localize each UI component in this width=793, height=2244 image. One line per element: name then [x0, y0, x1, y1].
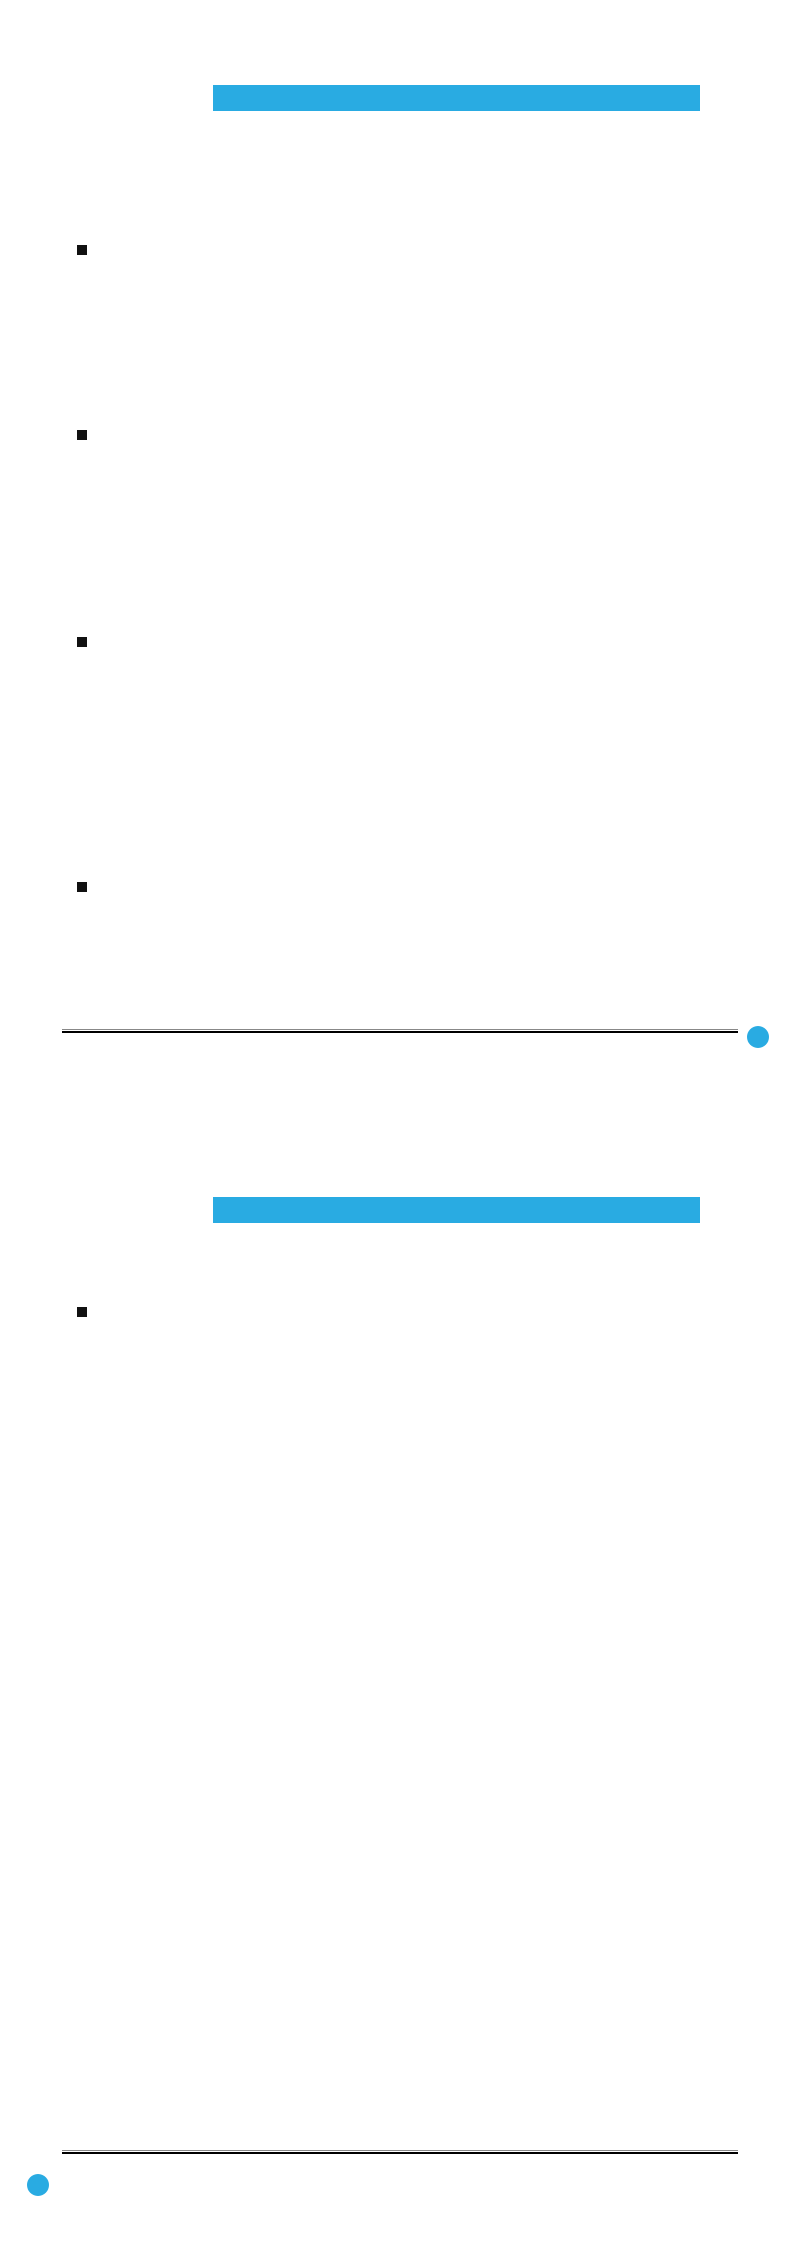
chart-pc-vs-ta — [421, 1941, 691, 2139]
elec-char-heading — [77, 635, 94, 650]
square-bullet-icon — [77, 637, 87, 647]
chart-hfe-vs-ic — [421, 1322, 691, 1538]
chart-vce-sat-vs-ic — [100, 1544, 440, 1738]
square-bullet-icon — [77, 430, 87, 440]
hfe-class-heading — [77, 880, 94, 895]
features-heading — [77, 243, 94, 258]
chart-ic-vs-vbe — [100, 1757, 440, 1937]
page-number-badge — [27, 2174, 49, 2196]
chart-static-characteristic — [100, 1322, 440, 1538]
square-bullet-icon — [77, 245, 87, 255]
header-bar — [213, 85, 700, 111]
square-bullet-icon — [77, 882, 87, 892]
package-outline-drawing — [488, 183, 746, 409]
chart-vbe-sat-vs-ic — [421, 1544, 691, 1738]
square-bullet-icon — [77, 1307, 87, 1317]
abs-max-heading — [77, 428, 94, 443]
chart-ft-vs-ic — [421, 1757, 691, 1937]
brand-logo-icon — [103, 40, 171, 108]
brand-logo-icon — [103, 1155, 171, 1223]
page-number-badge — [747, 1026, 769, 1048]
typical-characteristics-heading — [77, 1305, 94, 1320]
header-bar — [213, 1197, 700, 1223]
chart-capacitance — [100, 1941, 440, 2139]
footer-rule — [62, 1029, 738, 1033]
footer-rule — [62, 2150, 738, 2154]
